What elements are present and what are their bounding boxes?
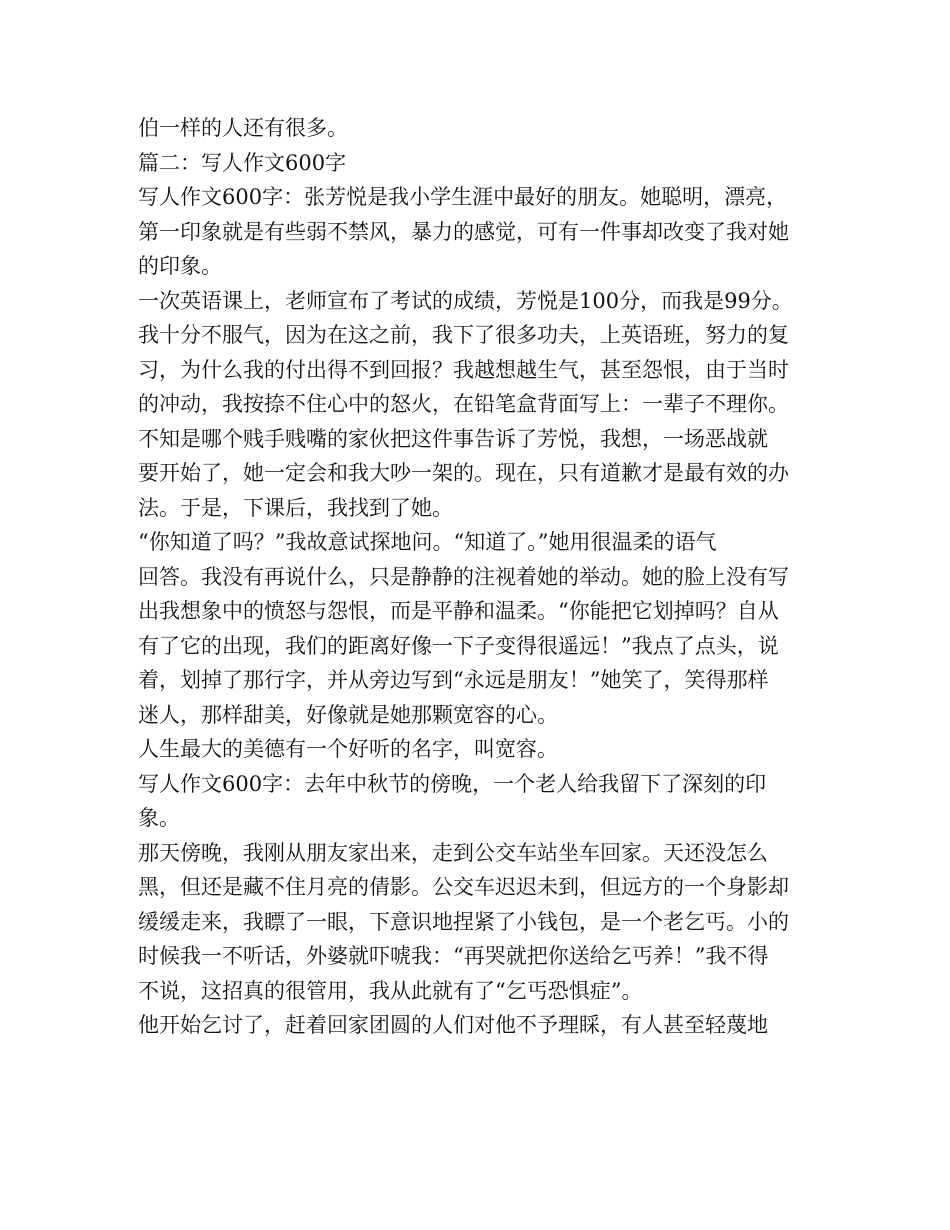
text-line: 时候我一不听话，外婆就吓唬我：“再哭就把你送给乞丐养！”我不得 (138, 944, 769, 968)
text-line: 写人作文600字：张芳悦是我小学生涯中最好的朋友。她聪明，漂亮， (138, 185, 788, 209)
text-line: 不知是哪个贱手贱嘴的家伙把这件事告诉了芳悦，我想，一场恶战就 (138, 426, 768, 451)
text-line: 象。 (138, 806, 180, 830)
text-line: 习，为什么我的付出得不到回报？我越想越生气，甚至怨恨，由于当时 (138, 357, 789, 382)
text-line: 法。于是，下课后，我找到了她。 (138, 495, 453, 520)
text-line: 出我想象中的愤怒与怨恨，而是平静和温柔。“你能把它划掉吗？自从 (138, 599, 779, 623)
text-line: 缓缓走来，我瞟了一眼，下意识地捏紧了小钱包，是一个老乞丐。小的 (138, 909, 789, 934)
text-line: 写人作文600字：去年中秋节的傍晚，一个老人给我留下了深刻的印 (138, 771, 767, 796)
text-line: 伯一样的人还有很多。 (138, 116, 348, 140)
text-line: 着，划掉了那行字，并从旁边写到“永远是朋友！”她笑了，笑得那样 (138, 668, 769, 692)
section-heading: 篇二：写人作文600字 (138, 150, 347, 175)
document-body (138, 111, 828, 1043)
text-line: 的印象。 (138, 254, 222, 278)
text-line: 有了它的出现，我们的距离好像一下子变得很遥远！”我点了点头，说 (138, 633, 779, 658)
text-line: 不说，这招真的很管用，我从此就有了“乞丐恐惧症”。 (138, 978, 643, 1003)
text-line: 一次英语课上，老师宣布了考试的成绩，芳悦是100分，而我是99分。 (138, 288, 793, 313)
text-line: 迷人，那样甜美，好像就是她那颗宽容的心。 (138, 702, 558, 727)
text-line: 我十分不服气，因为在这之前，我下了很多功夫，上英语班，努力的复 (138, 323, 789, 347)
text-line: 人生最大的美德有一个好听的名字，叫宽容。 (138, 737, 558, 761)
text-line: 回答。我没有再说什么，只是静静的注视着她的举动。她的脸上没有写 (138, 564, 789, 589)
text-line: 第一印象就是有些弱不禁风，暴力的感觉，可有一件事却改变了我对她 (138, 219, 789, 244)
text-line: 的冲动，我按捺不住心中的怒火，在铅笔盒背面写上：一辈子不理你。 (138, 392, 789, 416)
text-line: 黑，但还是藏不住月亮的倩影。公交车迟迟未到，但远方的一个身影却 (138, 875, 789, 899)
text-line: 他开始乞讨了，赶着回家团圆的人们对他不予理睬，有人甚至轻蔑地 (138, 1013, 768, 1037)
text-line: “你知道了吗？”我故意试探地问。“知道了。”她用很温柔的语气 (138, 530, 717, 554)
text-line: 那天傍晚，我刚从朋友家出来，走到公交车站坐车回家。天还没怎么 (138, 840, 768, 865)
text-line: 要开始了，她一定会和我大吵一架的。现在，只有道歉才是最有效的办 (138, 461, 789, 485)
